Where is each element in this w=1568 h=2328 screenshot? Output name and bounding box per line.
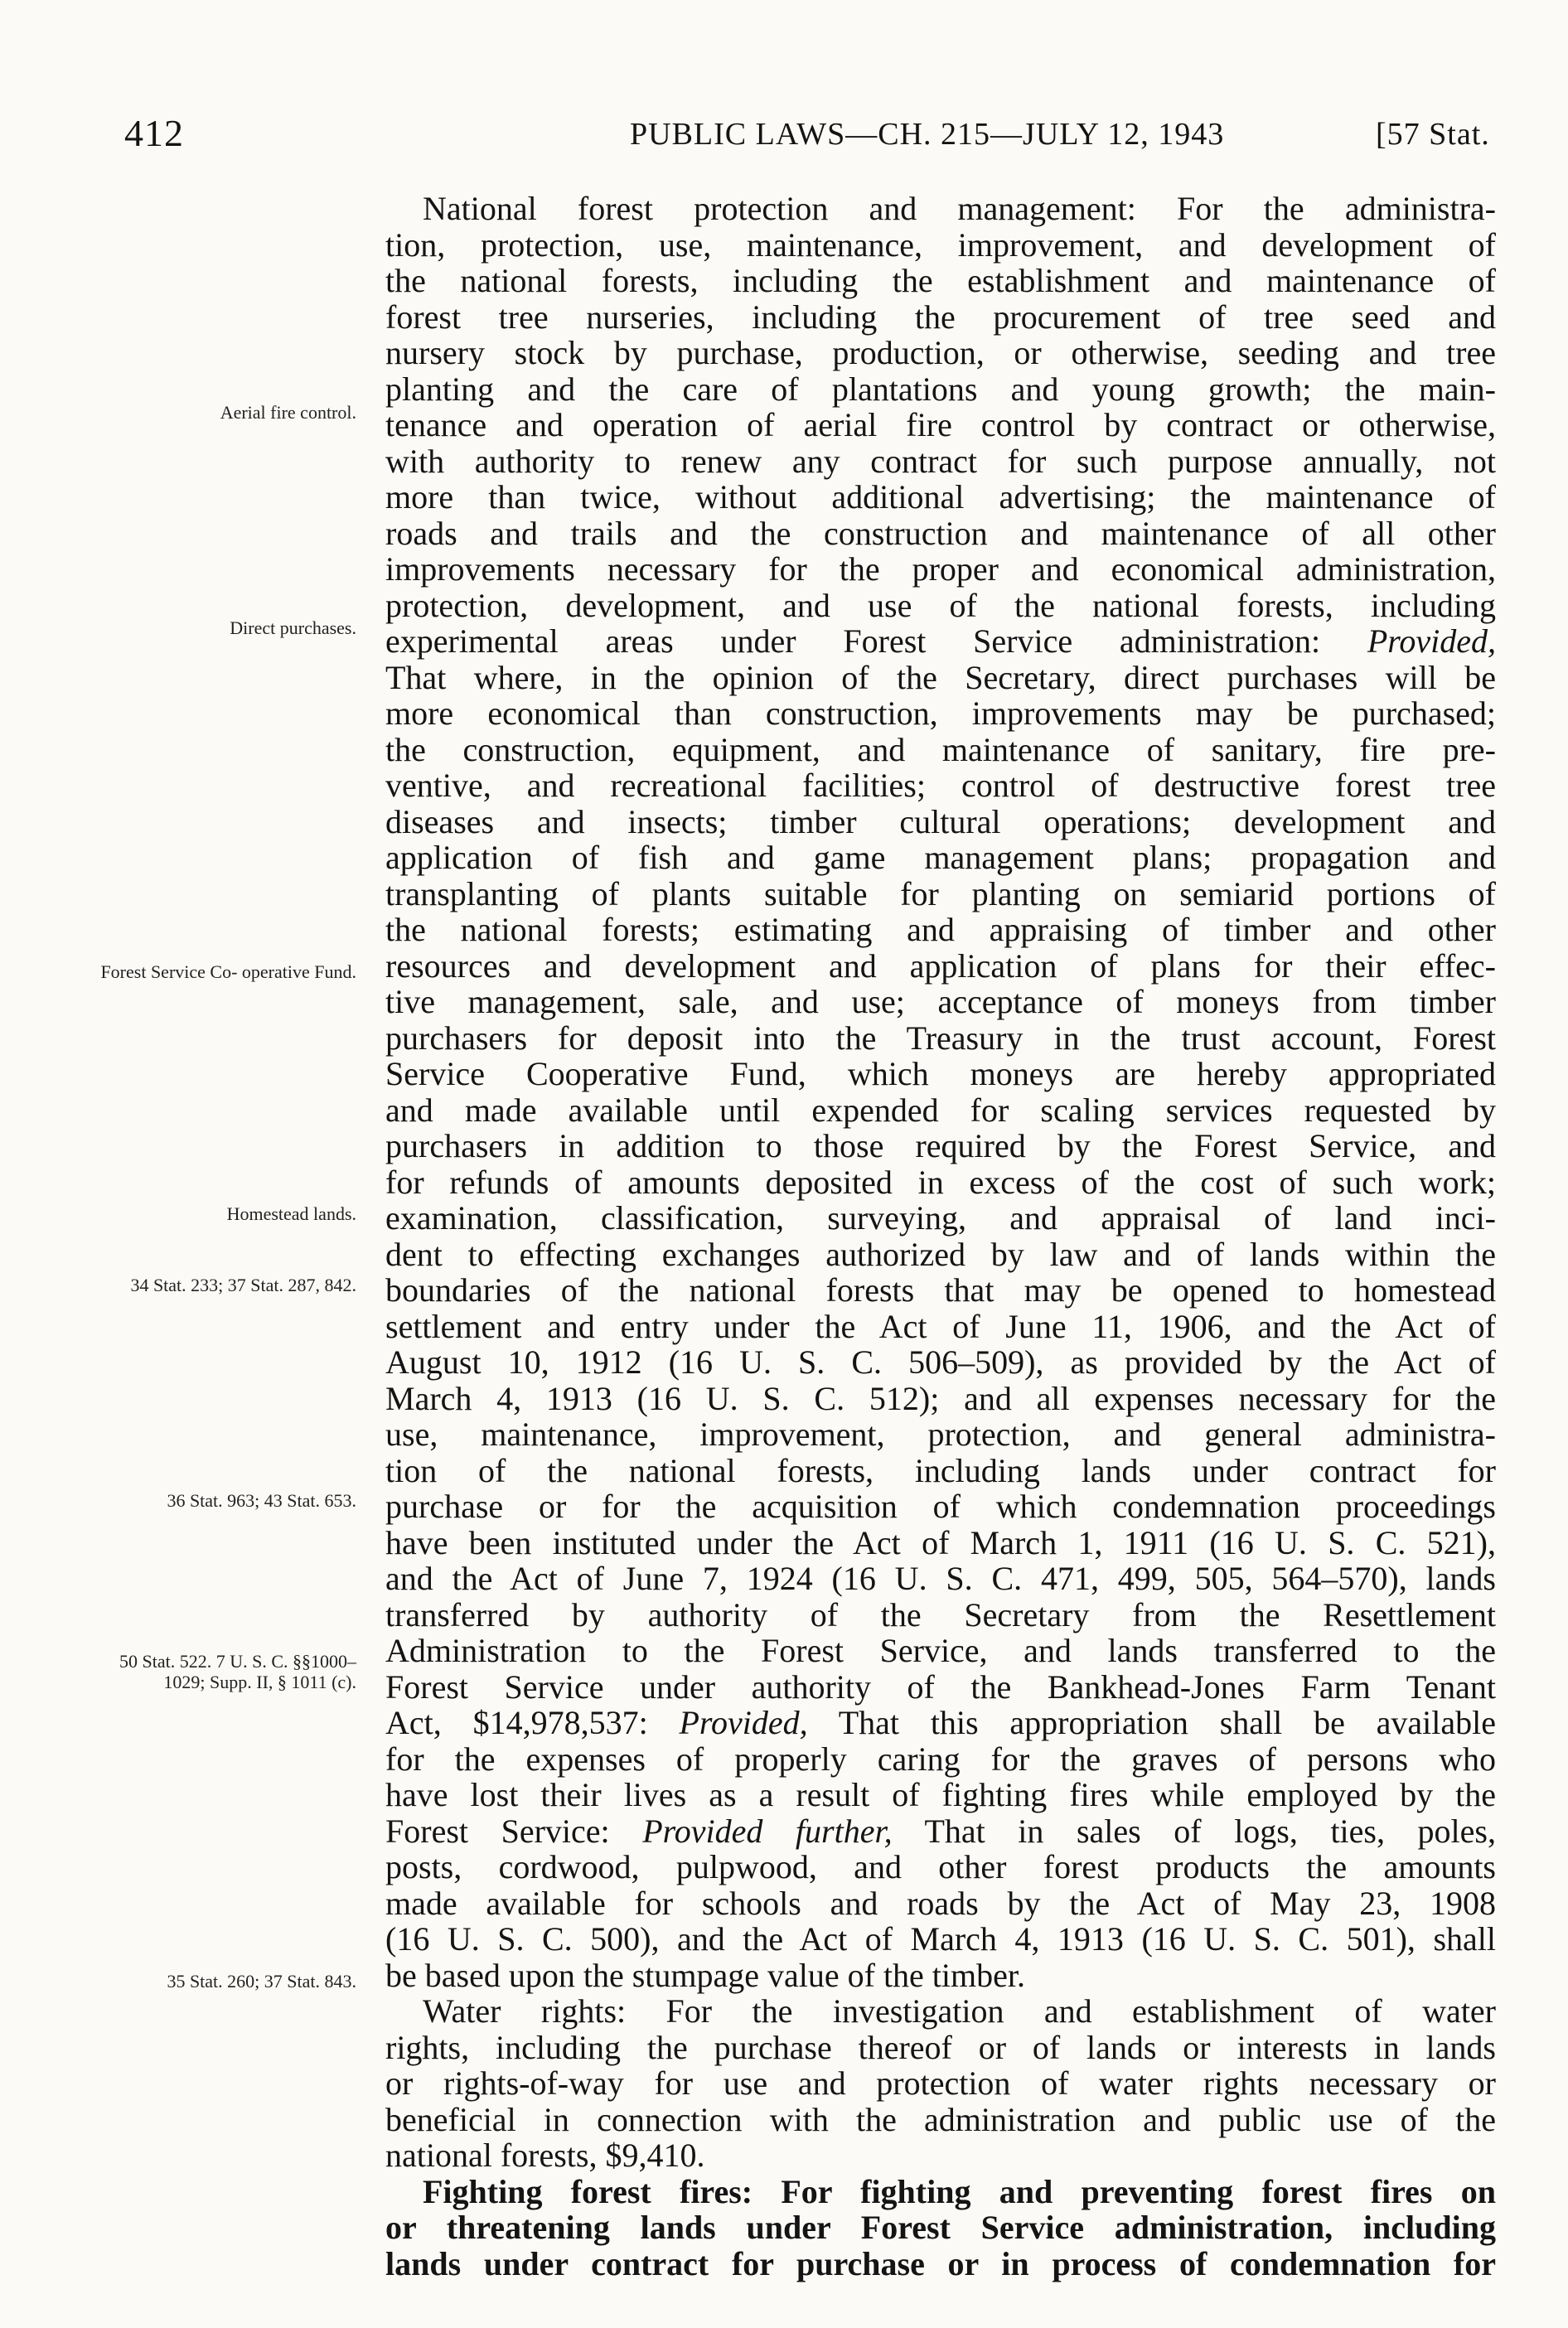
text-line: National forest protection and management: For the administra- [423, 190, 1496, 227]
text-run: Act, $14,978,537: [385, 1704, 680, 1741]
text-line: made available for schools and roads by the Act of May 23, 1908 [385, 1884, 1496, 1922]
text-line: for the expenses of properly caring for the graves of persons who [385, 1740, 1496, 1778]
margin-note-citation: 50 Stat. 522. 7 U. S. C. §§1000– 1029; Supp. II, § 1011 (c). [119, 1651, 356, 1692]
margin-note-citation: 34 Stat. 233; 37 Stat. 287, 842. [130, 1275, 356, 1295]
text-line: protection, development, and use of the national forests, including [385, 586, 1496, 624]
text-line: and made available until expended for scaling services requested by [385, 1091, 1496, 1129]
text-line: nursery stock by purchase, production, or otherwise, seeding and tree [385, 334, 1496, 371]
text-line: rights, including the purchase thereof or of lands or interests in lands [385, 2028, 1496, 2066]
text-line: tive management, sale, and use; acceptance of moneys from timber [385, 983, 1496, 1020]
text-run: That in sales of logs, ties, poles, [892, 1812, 1496, 1850]
text-line: or rights-of-way for use and protection of water rights necessary or [385, 2064, 1496, 2102]
text-line: tenance and operation of aerial fire control by contract or otherwise, [385, 406, 1496, 443]
text-line: boundaries of the national forests that may be opened to homestead [385, 1271, 1496, 1309]
text-line: lands under contract for purchase or in process of condemnation for [385, 2244, 1496, 2282]
margin-note-citation: 35 Stat. 260; 37 Stat. 843. [167, 1971, 356, 1992]
text-line: have lost their lives as a result of fighting fires while employed by the [385, 1776, 1496, 1813]
text-line: tion of the national forests, including lands under contract for [385, 1451, 1496, 1489]
running-title: PUBLIC LAWS—CH. 215—JULY 12, 1943 [630, 117, 1225, 152]
text-line: with authority to renew any contract for such purpose annually, not [385, 442, 1496, 480]
text-line: Administration to the Forest Service, and lands transferred to the [385, 1632, 1496, 1669]
text-line: have been instituted under the Act of March 1, 1911 (16 U. S. C. 521), [385, 1523, 1496, 1561]
text-line [385, 1705, 1496, 1741]
text-line: Fighting forest fires: For fighting and preventing forest fires on [423, 2172, 1496, 2210]
text-line: transferred by authority of the Secretary from the Resettlement [385, 1595, 1496, 1633]
text-line: purchase or for the acquisition of which condemnation proceedings [385, 1488, 1496, 1525]
text-line: forest tree nurseries, including the procurement of tree seed and [385, 298, 1496, 336]
margin-note-aerial-fire-control: Aerial fire control. [220, 402, 356, 423]
text-line: more economical than construction, improvements may be purchased; [385, 695, 1496, 732]
text-line: national forests, $9,410. [385, 2137, 705, 2174]
statute-text [385, 191, 1496, 2282]
text-line: posts, cordwood, pulpwood, and other forest products the amounts [385, 1848, 1496, 1885]
text-line: be based upon the stumpage value of the timber. [385, 1956, 1026, 1994]
text-line: use, maintenance, improvement, protection, and general administra- [385, 1416, 1496, 1453]
text-line: August 10, 1912 (16 U. S. C. 506–509), as provided by the Act of [385, 1343, 1496, 1381]
text-line [385, 623, 1496, 660]
text-line: That where, in the opinion of the Secretary, direct purchases will be [385, 658, 1496, 696]
text-line: or threatening lands under Forest Service administration, including [385, 2209, 1496, 2246]
text-line: beneficial in connection with the administration and public use of the [385, 2100, 1496, 2138]
volume-reference: [57 Stat. [1376, 117, 1490, 152]
text-line: more than twice, without additional advertising; the maintenance of [385, 478, 1496, 515]
proviso-word: Provided further, [642, 1812, 893, 1850]
proviso-word: Provided, [1367, 622, 1496, 660]
text-run: experimental areas under Forest Service administration: [385, 622, 1367, 660]
text-line: the construction, equipment, and maintenance of sanitary, fire pre- [385, 730, 1496, 768]
text-line: and the Act of June 7, 1924 (16 U. S. C. 471, 499, 505, 564–570), lands [385, 1560, 1496, 1597]
text-line: roads and trails and the construction and maintenance of all other [385, 514, 1496, 552]
text-line: improvements necessary for the proper and economical administration, [385, 550, 1496, 588]
text-run: That this appropriation shall be available [807, 1704, 1496, 1741]
text-run: Forest Service: [385, 1812, 643, 1850]
text-line [385, 1813, 1496, 1850]
margin-note-homestead-lands: Homestead lands. [226, 1203, 356, 1224]
text-line: Forest Service under authority of the Bankhead-Jones Farm Tenant [385, 1667, 1496, 1706]
text-line: examination, classification, surveying, and appraisal of land inci- [385, 1199, 1496, 1237]
proviso-word: Provided, [679, 1704, 808, 1741]
margin-note-direct-purchases: Direct purchases. [230, 617, 356, 638]
text-line: (16 U. S. C. 500), and the Act of March 4, 1913 (16 U. S. C. 501), shall [385, 1920, 1496, 1958]
text-line: March 4, 1913 (16 U. S. C. 512); and all expenses necessary for the [385, 1379, 1496, 1417]
text-line: ventive, and recreational facilities; control of destructive forest tree [385, 767, 1496, 804]
page-number: 412 [124, 112, 184, 154]
text-line: the national forests; estimating and appraising of timber and other [385, 911, 1496, 948]
text-line: tion, protection, use, maintenance, improvement, and development of [385, 225, 1496, 264]
text-line: the national forests, including the establishment and maintenance of [385, 262, 1496, 299]
text-line: Water rights: For the investigation and establishment of water [423, 1992, 1496, 2030]
text-line: purchasers for deposit into the Treasury in the trust account, Forest [385, 1019, 1496, 1057]
margin-note-cooperative-fund: Forest Service Co- operative Fund. [100, 961, 356, 982]
text-line: purchasers in addition to those required by the Forest Service, and [385, 1127, 1496, 1164]
text-line: settlement and entry under the Act of June 11, 1906, and the Act of [385, 1307, 1496, 1345]
text-line: for refunds of amounts deposited in excess of the cost of such work; [385, 1163, 1496, 1201]
text-line: transplanting of plants suitable for planting on semiarid portions of [385, 874, 1496, 912]
text-line: resources and development and application of plans for their effec- [385, 946, 1496, 985]
text-line: diseases and insects; timber cultural operations; development and [385, 802, 1496, 840]
text-line: dent to effecting exchanges authorized by law and of lands within the [385, 1235, 1496, 1273]
text-line: application of fish and game management plans; propagation and [385, 839, 1496, 876]
margin-note-citation: 36 Stat. 963; 43 Stat. 653. [167, 1490, 356, 1511]
text-line: planting and the care of plantations and young growth; the main- [385, 370, 1496, 408]
text-line: Service Cooperative Fund, which moneys are hereby appropriated [385, 1055, 1496, 1092]
